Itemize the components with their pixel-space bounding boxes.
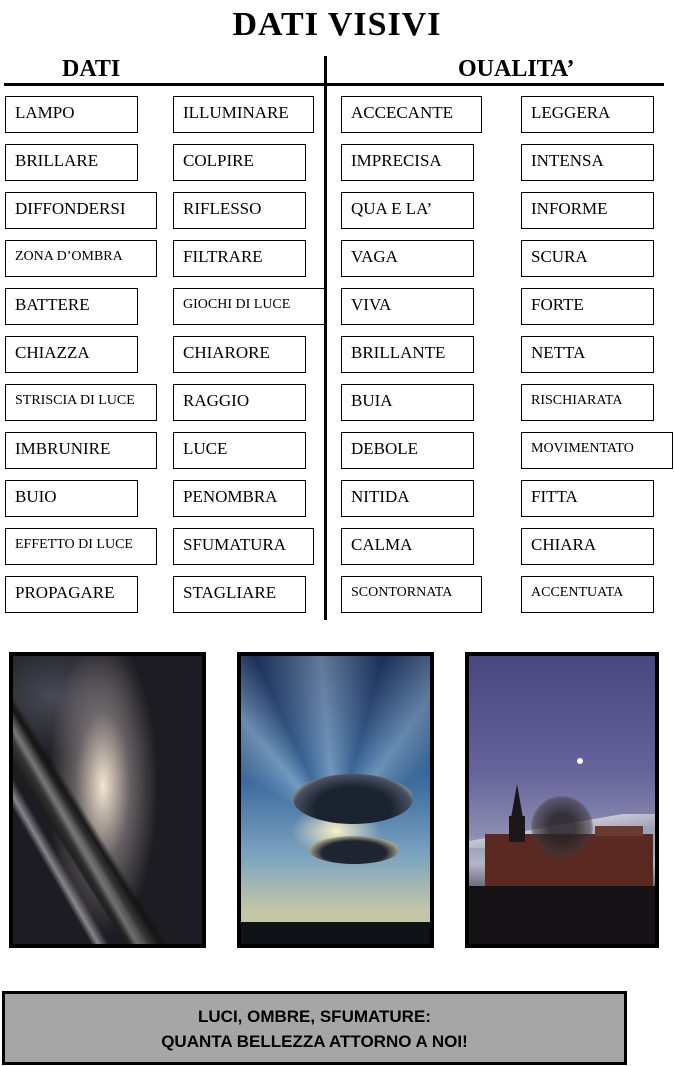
dati-box: BRILLARE	[5, 144, 138, 181]
photo-water-reflection	[9, 652, 206, 948]
qualita-box: CALMA	[341, 528, 474, 565]
dati-box: BUIO	[5, 480, 138, 517]
closing-banner	[2, 991, 627, 1065]
dati-box: PENOMBRA	[173, 480, 306, 517]
divider-left	[4, 83, 324, 86]
dati-box: PROPAGARE	[5, 576, 138, 613]
qualita-box: SCONTORNATA	[341, 576, 482, 613]
qualita-box: ACCENTUATA	[521, 576, 654, 613]
qualita-box: QUA E LA’	[341, 192, 474, 229]
heading-qualita: OUALITA’	[458, 56, 575, 82]
qualita-box: CHIARA	[521, 528, 654, 565]
qualita-box: VAGA	[341, 240, 474, 277]
qualita-box: SCURA	[521, 240, 654, 277]
photo-church-moon	[465, 652, 659, 948]
qualita-box: DEBOLE	[341, 432, 474, 469]
banner-line-1: LUCI, OMBRE, SFUMATURE:	[198, 1007, 431, 1026]
dati-box: FILTRARE	[173, 240, 306, 277]
qualita-box: INTENSA	[521, 144, 654, 181]
dati-box: IMBRUNIRE	[5, 432, 157, 469]
qualita-box: FITTA	[521, 480, 654, 517]
dati-box: ILLUMINARE	[173, 96, 314, 133]
banner-line-2: QUANTA BELLEZZA ATTORNO A NOI!	[161, 1032, 468, 1051]
qualita-box: BUIA	[341, 384, 474, 421]
divider-vertical	[324, 56, 327, 620]
qualita-box: NITIDA	[341, 480, 474, 517]
qualita-box: INFORME	[521, 192, 654, 229]
heading-dati: DATI	[62, 56, 121, 82]
dati-box: RAGGIO	[173, 384, 306, 421]
divider-right	[327, 83, 664, 86]
dati-box: DIFFONDERSI	[5, 192, 157, 229]
dati-box: SFUMATURA	[173, 528, 314, 565]
photo-sun-rays-cloud	[237, 652, 434, 948]
dati-box: GIOCHI DI LUCE	[173, 288, 325, 325]
qualita-box: NETTA	[521, 336, 654, 373]
page-title: DATI VISIVI	[232, 6, 442, 43]
qualita-box: ACCECANTE	[341, 96, 482, 133]
qualita-box: MOVIMENTATO	[521, 432, 673, 469]
dati-box: RIFLESSO	[173, 192, 306, 229]
qualita-box: VIVA	[341, 288, 474, 325]
qualita-box: FORTE	[521, 288, 654, 325]
qualita-box: IMPRECISA	[341, 144, 474, 181]
dati-box: EFFETTO DI LUCE	[5, 528, 157, 565]
dati-box: CHIARORE	[173, 336, 306, 373]
dati-box: LUCE	[173, 432, 306, 469]
dati-box: LAMPO	[5, 96, 138, 133]
dati-box: ZONA D’OMBRA	[5, 240, 157, 277]
qualita-box: LEGGERA	[521, 96, 654, 133]
dati-box: STAGLIARE	[173, 576, 306, 613]
dati-box: STRISCIA DI LUCE	[5, 384, 157, 421]
dati-box: BATTERE	[5, 288, 138, 325]
qualita-box: BRILLANTE	[341, 336, 474, 373]
dati-box: COLPIRE	[173, 144, 306, 181]
dati-box: CHIAZZA	[5, 336, 138, 373]
qualita-box: RISCHIARATA	[521, 384, 654, 421]
